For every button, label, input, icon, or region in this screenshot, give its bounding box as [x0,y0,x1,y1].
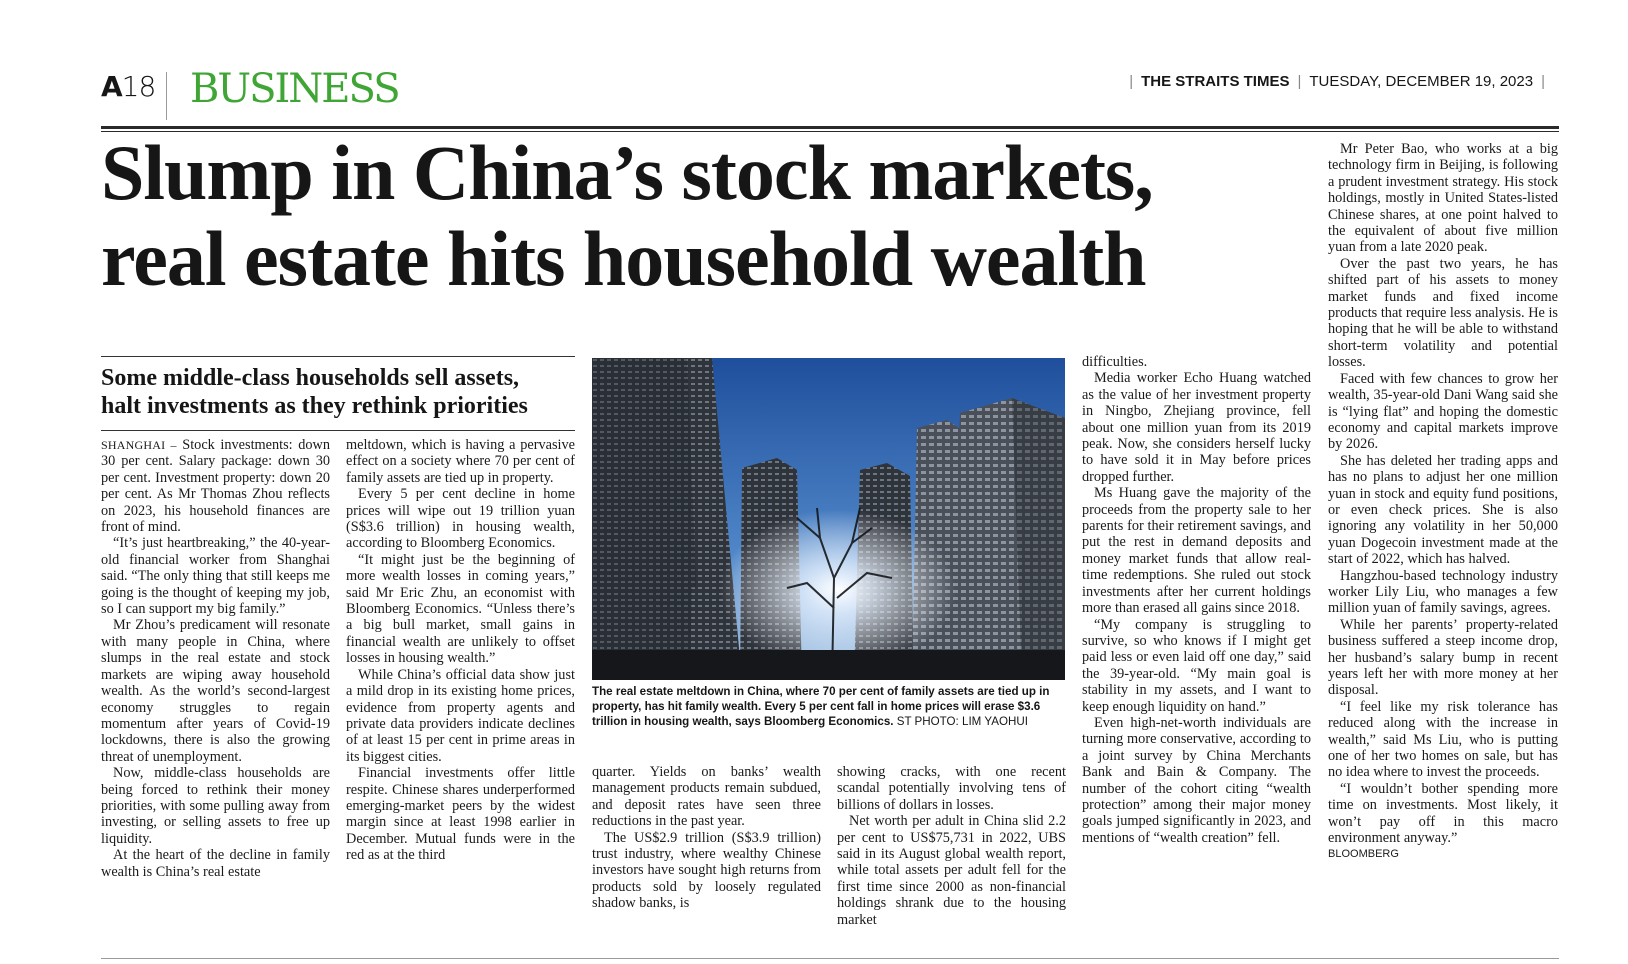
headline-line-1: Slump in China’s stock markets, [101,129,1153,216]
paragraph: Mr Peter Bao, who works at a big technology firm in Beijing, is following a prudent investment strategy. His stock holdings, mostly in United States-listed Chinese shares, at one point halved to the equivalent of about five million yuan from a late 2020 peak. [1328,141,1558,256]
paragraph: “It might just be the beginning of more wealth losses in coming years,” said Mr Eric Zhu, an economist with Bloomberg Economics. “Unless there’s a big bull market, small gains in financial wealth are unlikely to offset losses in housing wealth.” [346,551,575,667]
paragraph: “I feel like my risk tolerance has reduced along with the increase in wealth,” said Ms Liu, who is putting one of her two homes on sale, but has no idea where to invest the proceeds. [1328,698,1558,781]
paragraph: Media worker Echo Huang watched as the value of her investment property in Ningbo, Zhejiang province, fell about one million yuan from its 2019 peak. Now, she considers herself lucky to have sold it in May before prices dropped further. [1082,370,1311,485]
headline [101,130,1301,302]
paragraph: While her parents’ property-related business suffered a steep income drop, her husband’s salary bump in recent years left her with more money at her disposal. [1328,616,1558,699]
wire-credit: BLOOMBERG [1328,848,1399,861]
paragraph [101,437,330,535]
article-column-1 [101,437,330,880]
dateline: SHANGHAI – [101,438,177,452]
paragraph: “My company is struggling to survive, so who knows if I might get paid less or even laid off one day,” said the 39-year-old. “My main goal is stability in my assets, and I want to keep enough liquidity on hand.” [1082,616,1311,715]
masthead [1121,73,1553,90]
issue-date: TUESDAY, DECEMBER 19, 2023 [1309,73,1534,90]
paragraph: “I wouldn’t bother spending more time on investments. Most likely, it won’t pay off in this macro environment anyway.” [1328,780,1558,847]
photo-credit: ST PHOTO: LIM YAOHUI [896,715,1028,728]
paragraph: She has deleted her trading apps and has no plans to adjust her one million yuan in stock and equity fund positions, or even check prices. She is also ignoring any volatility in her 50,000 yuan Dogecoin investment made at the start of 2022, which has halved. [1328,452,1558,568]
headline-line-2: real estate hits household wealth [101,215,1146,302]
paragraph: Now, middle-class households are being forced to rethink their money priorities, with some pulling away from investing, or selling assets to free up liquidity. [101,765,330,847]
subhead-line-2: halt investments as they rethink priorities [101,393,528,419]
paragraph: “It’s just heartbreaking,” the 40-year-old financial worker from Shanghai said. “The only thing that still keeps me going is the thought of keeping my job, so I can support my big family.” [101,535,330,618]
paragraph: Financial investments offer little respite. Chinese shares underperformed emerging-market peers by the widest margin since at least 1998 earlier in December. Mutual funds were in the red as at the third [346,765,575,864]
article-photo [592,358,1065,680]
subhead-line-1: Some middle-class households sell assets, [101,365,520,391]
paragraph: Net worth per adult in China slid 2.2 per cent to US$75,731 in 2022, UBS said in its August global wealth report, while total assets per adult fell for the first time since 2000 as non-financial holdings shrank due to the housing market [837,813,1066,928]
paragraph: At the heart of the decline in family wealth is China’s real estate [101,847,330,880]
paragraph: quarter. Yields on banks’ wealth management products remain subdued, and deposit rates have seen three reductions in the past year. [592,764,821,830]
article-column-2 [346,437,575,864]
paragraph: Over the past two years, he has shifted part of his assets to money market funds and fixed income products that require less analysis. He is hoping that he will be able to withstand short-term volatility and potential losses. [1328,255,1558,371]
housing-towers-photo [592,358,1065,680]
paragraph: Ms Huang gave the majority of the proceeds from the property sale to her parents for their retirement savings, and put the rest in demand deposits and money market funds that allow real-time redemptions. She ruled out stock investments after her current holdings more than erased all gains since 2018. [1082,485,1311,617]
page-prefix: A [101,70,122,103]
page-number-value: 18 [121,70,156,103]
paragraph: Even high-net-worth individuals are turning more conservative, according to a joint survey by China Merchants Bank and Bain & Company. The number of the cohort citing “wealth protection” among their major money goals jumped significantly in 2023, and mentions of “wealth creation” fell. [1082,714,1311,846]
article-column-5 [1082,354,1311,846]
paper-name: THE STRAITS TIMES [1141,73,1290,90]
masthead-separator: | [1297,73,1302,90]
header-divider [166,72,167,120]
article-column-4 [837,764,1066,928]
masthead-separator: | [1129,73,1134,90]
paragraph-text: Stock investments: down 30 per cent. Salary package: down 30 per cent. Investment property: down 20 per cent. As Mr Thomas Zhou reflects on 2023, his household finances are front of mind. [101,437,330,536]
article-column-6 [1328,141,1558,863]
subhead-rule-bottom [101,430,575,431]
paragraph: difficulties. [1082,354,1148,370]
paragraph: Every 5 per cent decline in home prices will wipe out 19 trillion yuan (S$3.6 trillion) in housing wealth, according to Bloomberg Economics. [346,486,575,552]
paragraph: Hangzhou-based technology industry worker Lily Liu, who manages a few million yuan of family savings, agrees. [1328,567,1558,617]
paragraph: While China’s official data show just a mild drop in its existing home prices, evidence from property agents and private data providers indicate declines of at least 15 per cent in prime areas in its biggest cities. [346,666,575,765]
subhead-rule-top [101,356,575,357]
paragraph: Mr Zhou’s predicament will resonate with many people in China, where slumps in the real estate and stock markets are wiping away household wealth. As the world’s second-largest economy struggles to regain momentum after years of Covid-19 lockdowns, there is also the growing threat of unemployment. [101,617,330,765]
masthead-separator: | [1541,73,1545,90]
paragraph: meltdown, which is having a pervasive effect on a society where 70 per cent of family assets are tied up in property. [346,437,575,486]
photo-caption [592,684,1068,729]
section-title: BUSINESS [190,66,399,112]
footer-rule [101,958,1559,959]
caption-text: The real estate meltdown in China, where 70 per cent of family assets are tied up in property, has hit family wealth. Every 5 per cent fall in home prices will erase $3.6 trillion in housing wealth, says Bloomberg Economics. [592,685,1050,728]
subheadline [101,364,581,420]
paragraph: The US$2.9 trillion (S$3.9 trillion) trust industry, where wealthy Chinese investors have sought high returns from products sold by loosely regulated shadow banks, is [592,829,821,912]
paragraph: showing cracks, with one recent scandal potentially involving tens of billions of dollars in losses. [837,764,1066,813]
page-number [101,70,155,103]
paragraph: Faced with few chances to grow her wealth, 35-year-old Dani Wang said she is “lying flat” and hoping the domestic economy and capital markets improve by 2026. [1328,370,1558,453]
article-column-3 [592,764,821,912]
